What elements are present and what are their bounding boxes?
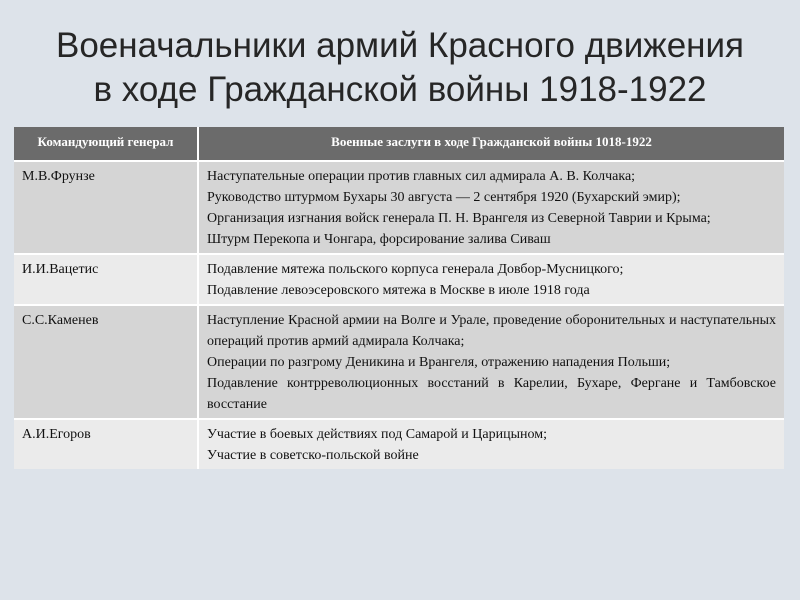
commander-name: С.С.Каменев <box>14 305 198 419</box>
slide-title <box>0 24 800 112</box>
title-line-2: в ходе Гражданской войны 1918-1922 <box>93 70 707 109</box>
commander-name: М.В.Фрунзе <box>14 161 198 254</box>
merit-item: Наступательные операции против главных сил адмирала А. В. Колчака; <box>207 169 636 184</box>
merits-cell <box>198 161 784 254</box>
table-row <box>14 254 784 305</box>
merit-item: Наступление Красной армии на Волге и Урале, проведение оборонительных и наступательных операций против армий адмирала Колчака; <box>207 313 776 349</box>
merits-cell <box>198 305 784 419</box>
merit-item: Участие в советско-польской войне <box>207 448 419 463</box>
table-row <box>14 161 784 254</box>
commanders-table <box>14 127 784 469</box>
table-row <box>14 419 784 469</box>
merits-cell <box>198 419 784 469</box>
merit-item: Операции по разгрому Деникина и Врангеля, отражению нападения Польши; <box>207 355 671 370</box>
merit-item: Подавление левоэсеровского мятежа в Москве в июле 1918 года <box>207 283 590 298</box>
commander-name: А.И.Егоров <box>14 419 198 469</box>
merit-item: Руководство штурмом Бухары 30 августа — 2 сентября 1920 (Бухарский эмир); <box>207 190 681 205</box>
header-merits: Военные заслуги в ходе Гражданской войны 1018-1922 <box>198 127 784 161</box>
merit-item: Штурм Перекопа и Чонгара, форсирование залива Сиваш <box>207 232 551 247</box>
header-commander: Командующий генерал <box>14 127 198 161</box>
merit-item: Подавление контрреволюционных восстаний в Карелии, Бухаре, Фергане и Тамбовское восстание <box>207 376 776 412</box>
table-row <box>14 305 784 419</box>
table-header-row <box>14 127 784 161</box>
title-line-1: Военачальники армий Красного движения <box>55 26 745 65</box>
merit-item: Организация изгнания войск генерала П. Н. Врангеля из Северной Таврии и Крыма; <box>207 211 711 226</box>
merits-cell <box>198 254 784 305</box>
merit-item: Подавление мятежа польского корпуса генерала Довбор-Мусницкого; <box>207 262 624 277</box>
commander-name: И.И.Вацетис <box>14 254 198 305</box>
merit-item: Участие в боевых действиях под Самарой и Царицыном; <box>207 427 547 442</box>
